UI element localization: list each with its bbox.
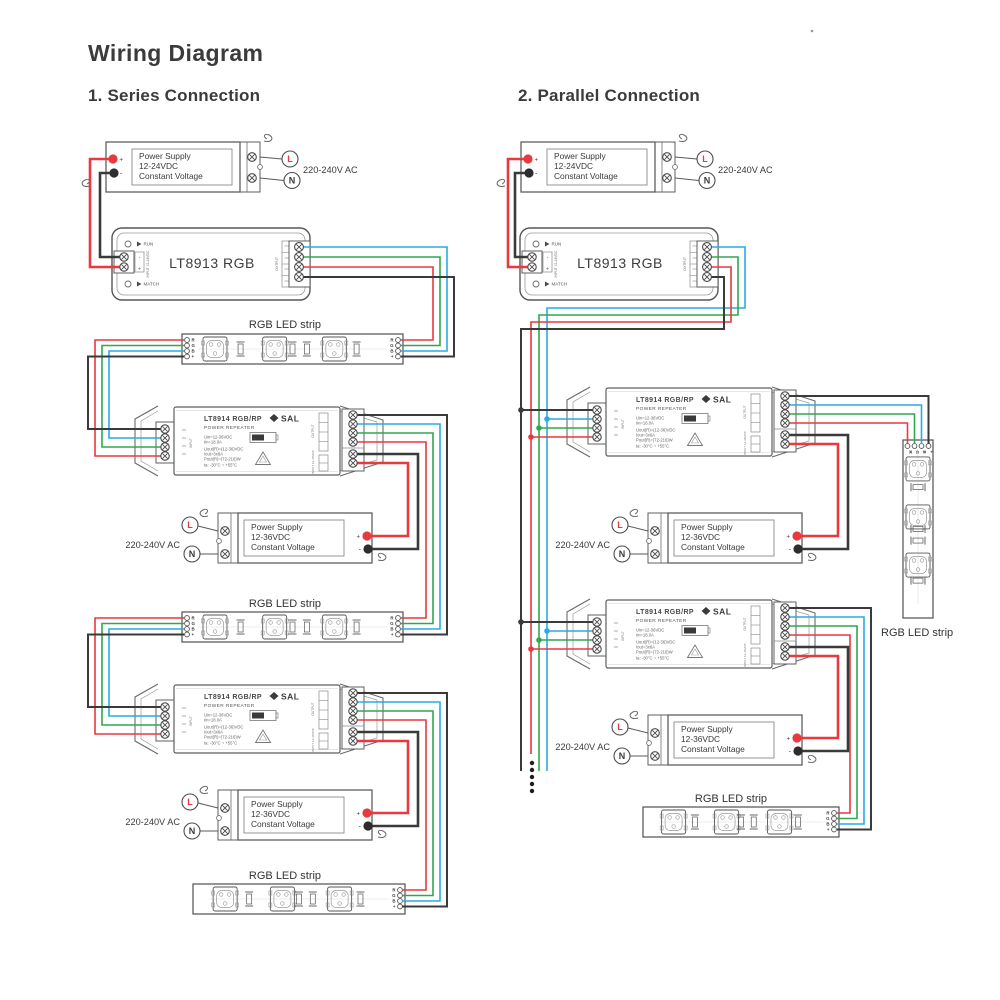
plus-mark: + (786, 736, 790, 743)
repeater-type-label: POWER REPEATER (636, 407, 687, 412)
strip-pin-label: G (390, 621, 394, 627)
terminal-screw (221, 827, 230, 836)
terminal-screw (349, 689, 357, 697)
repeater-spec-line: Iin=18.0A (204, 717, 222, 723)
run-label: RUN (143, 241, 154, 247)
terminal-screw (593, 618, 601, 626)
terminal-screw (161, 712, 169, 720)
terminal-screw (781, 392, 789, 400)
terminal-screw (593, 433, 601, 441)
terminal-screw (593, 645, 601, 653)
terminal-screw (781, 401, 789, 409)
wire-blue (547, 247, 745, 771)
run-label: RUN (551, 241, 562, 247)
strip-pin-label: G (191, 621, 195, 627)
repeater-lt8914-series-1 (135, 406, 383, 476)
terminal-screw (703, 243, 712, 252)
psu-label-line: Constant Voltage (139, 171, 203, 181)
minus-mark: - (358, 823, 361, 831)
positive-terminal (108, 154, 117, 163)
terminal-screw (349, 429, 357, 437)
positive-terminal (792, 531, 801, 540)
minus-mark: - (535, 170, 538, 178)
battery-icon (252, 713, 264, 719)
neutral-terminal-label: N (618, 751, 626, 761)
controller-model-label: LT8913 RGB (577, 255, 663, 271)
repeater-input2-label: INPUT 12-36VDC (311, 450, 315, 474)
battery-icon (684, 628, 696, 634)
repeater-spec-line: Iout=3x6A (204, 729, 223, 735)
terminal-screw (161, 425, 169, 433)
psu-label-line: Power Supply (251, 799, 303, 809)
mains-voltage-label: 220-240V AC (303, 165, 358, 175)
wire-green (298, 257, 440, 349)
terminal-screw (703, 273, 712, 282)
terminal-screw (528, 253, 536, 261)
terminal-screw (161, 452, 169, 460)
live-terminal-label: L (617, 722, 623, 732)
controller-lt8913-parallel (520, 228, 718, 300)
plus-mark: + (119, 157, 124, 164)
power-supply-36v-series-1 (125, 509, 386, 563)
minus-mark: - (358, 546, 361, 554)
terminal-screw (349, 420, 357, 428)
repeater-spec-line: Uout(R)=(12-36)VDC (636, 639, 676, 645)
repeater-spec-line: Iout=3x6A (636, 432, 655, 438)
junction-dots (518, 407, 550, 652)
repeater-spec-line: ta: -30°C ~ +55°C (204, 740, 238, 746)
page-title: Wiring Diagram (88, 40, 264, 66)
ellipsis-dot (530, 761, 534, 765)
junction-dot (544, 416, 550, 422)
live-terminal-label: L (187, 520, 193, 530)
live-terminal-label: L (287, 154, 293, 164)
ellipsis-dot (530, 768, 534, 772)
neutral-terminal-label: N (618, 549, 626, 559)
terminal-screw (221, 527, 230, 536)
terminal-screw (161, 730, 169, 738)
terminal-screw (781, 643, 789, 651)
rgb-strip-series-1 (182, 319, 403, 364)
terminal-screw (593, 415, 601, 423)
strip-pin-label: + (390, 632, 394, 638)
psu-label-line: Constant Voltage (251, 542, 315, 552)
positive-terminal (792, 733, 801, 742)
positive-terminal (362, 808, 371, 817)
strip-pin-label: B (392, 898, 396, 904)
terminal-screw (349, 728, 357, 736)
terminal-screw (593, 406, 601, 414)
repeater-spec-line: Pout(R)=(72-216)W (636, 437, 673, 443)
ellipsis-dot (530, 789, 534, 793)
negative-terminal (793, 544, 802, 553)
repeater-spec-line: ta: -30°C ~ +55°C (636, 443, 670, 449)
psu-label-line: Constant Voltage (681, 744, 745, 754)
terminal-screw (295, 243, 304, 252)
neutral-terminal-label: N (288, 175, 296, 186)
strip-pin-label: + (929, 450, 934, 454)
psu-label-line: Power Supply (681, 522, 733, 532)
terminal-screw (781, 410, 789, 418)
controller-model-label: LT8913 RGB (169, 255, 255, 271)
strip-label: RGB LED strip (248, 870, 322, 882)
minus-mark: - (788, 546, 791, 554)
terminal-screw (651, 752, 660, 761)
strip-pin-label: R (390, 615, 394, 621)
power-supply-24v-series (82, 134, 358, 192)
continuation-ellipsis (530, 761, 534, 793)
strip-pin-label: R (191, 615, 195, 621)
terminal-screw (593, 627, 601, 635)
terminal-screw (781, 613, 789, 621)
strip-pin-label: G (915, 450, 920, 454)
rgb-strip-series-2 (182, 598, 403, 642)
positive-terminal (523, 154, 532, 163)
strip-label: RGB LED strip (694, 793, 768, 805)
psu-label-line: Constant Voltage (251, 819, 315, 829)
neutral-terminal-label: N (188, 549, 196, 559)
terminal-screw (120, 253, 128, 261)
wire-blue (785, 405, 922, 444)
repeater-spec-line: Iout=3x6A (204, 451, 223, 457)
repeater-model-label: LT8914 RGB/RP (636, 609, 694, 616)
live-terminal-label: L (187, 797, 193, 807)
brand-label: SAL (281, 413, 300, 424)
psu-label-line: Constant Voltage (681, 542, 745, 552)
strip-pin-label: G (390, 343, 394, 349)
repeater-output-label: OUTPUT (311, 424, 315, 438)
strip-pin-label: + (191, 354, 195, 360)
repeater-output-label: OUTPUT (311, 702, 315, 716)
terminal-screw (161, 434, 169, 442)
brand-label: SAL (713, 606, 732, 617)
strip-pin-label: + (390, 354, 394, 360)
terminal-screw (781, 419, 789, 427)
mains-voltage-label: 220-240V AC (125, 817, 180, 827)
terminal-screw (349, 411, 357, 419)
terminal-screw (663, 153, 672, 162)
minus-mark: - (788, 748, 791, 756)
page-corner-mark (811, 30, 814, 33)
junction-dot (518, 407, 524, 413)
psu-label-line: 12-36VDC (681, 532, 721, 542)
repeater-output-label: OUTPUT (743, 617, 747, 631)
controller-input-label: INPUT 12-24VDC (146, 250, 150, 278)
junction-dot (518, 619, 524, 625)
section-title-series: 1. Series Connection (88, 86, 261, 105)
junction-dot (544, 628, 550, 634)
terminal-screw (161, 721, 169, 729)
psu-label-line: 12-36VDC (251, 532, 291, 542)
strip-pin-label: B (826, 821, 830, 827)
terminal-screw (248, 153, 257, 162)
terminal-screw (781, 604, 789, 612)
terminal-screw (663, 174, 672, 183)
input-plus-mark: + (138, 266, 141, 273)
repeater-type-label: POWER REPEATER (636, 619, 687, 624)
psu-label-line: 12-36VDC (681, 734, 721, 744)
repeater-spec-line: ta: -30°C ~ +55°C (204, 462, 238, 468)
ellipsis-dot (530, 775, 534, 779)
negative-terminal (109, 168, 118, 177)
strip-label: RGB LED strip (881, 627, 954, 639)
strip-pin-label: R (191, 337, 195, 343)
terminal-screw (349, 707, 357, 715)
live-terminal-label: L (702, 154, 708, 164)
terminal-screw (593, 424, 601, 432)
repeater-type-label: POWER REPEATER (204, 704, 255, 709)
repeater-lt8914-parallel-2 (567, 599, 815, 669)
section-title-parallel: 2. Parallel Connection (518, 86, 701, 105)
repeater-model-label: LT8914 RGB/RP (636, 397, 694, 404)
terminal-screw (221, 804, 230, 813)
strip-pin-label: R (390, 337, 394, 343)
ellipsis-dot (530, 782, 534, 786)
repeater-spec-line: Uout(R)=(12-36)VDC (204, 446, 244, 452)
psu-label-line: 12-36VDC (251, 809, 291, 819)
power-supply-36v-series-2 (125, 786, 386, 840)
controller-output-label: OUTPUT (683, 257, 687, 271)
repeater-spec-line: Iin=18.0A (204, 439, 222, 445)
plus-mark: + (356, 534, 360, 541)
rgb-strip-parallel-2 (643, 793, 839, 837)
repeater-input-label: INPUT (621, 631, 625, 641)
terminal-screw (781, 652, 789, 660)
terminal-screw (781, 440, 789, 448)
plus-mark: + (356, 811, 360, 818)
negative-terminal (363, 821, 372, 830)
negative-terminal (524, 168, 533, 177)
strip-pin-label: R (392, 887, 396, 893)
negative-terminal (793, 746, 802, 755)
strip-pin-label: G (191, 343, 195, 349)
power-supply-36v-parallel-1 (555, 509, 816, 563)
input-minus-mark: - (138, 254, 141, 261)
repeater-spec-line: Iin=18.0A (636, 420, 654, 426)
strip-pin-label: B (922, 450, 927, 454)
brand-label: SAL (281, 691, 300, 702)
terminal-screw (703, 263, 712, 272)
terminal-screw (593, 636, 601, 644)
terminal-screw (295, 253, 304, 262)
strip-pin-label: + (826, 827, 830, 833)
psu-label-line: Constant Voltage (554, 171, 618, 181)
controller-output-label: OUTPUT (275, 257, 279, 271)
terminal-screw (651, 550, 660, 559)
repeater-spec-line: Uin=12-36VDC (636, 415, 665, 421)
terminal-screw (781, 431, 789, 439)
strip-pin-label: B (191, 348, 195, 354)
repeater-output-label: OUTPUT (743, 405, 747, 419)
repeater-input-label: INPUT (189, 716, 193, 726)
terminal-screw (295, 263, 304, 272)
repeater-spec-line: Pout(R)=(72-216)W (636, 649, 673, 655)
brand-label: SAL (713, 394, 732, 405)
controller-lt8913-series (112, 228, 310, 300)
terminal-screw (349, 737, 357, 745)
terminal-screw (349, 698, 357, 706)
terminal-screw (349, 438, 357, 446)
repeater-model-label: LT8914 RGB/RP (204, 416, 262, 423)
terminal-screw (248, 174, 257, 183)
minus-mark: - (120, 170, 123, 178)
strip-pin-label: + (392, 904, 396, 910)
input-plus-mark: + (546, 266, 549, 273)
strip-pin-label: R (908, 450, 913, 454)
repeater-lt8914-parallel-1 (567, 387, 815, 457)
repeater-spec-line: Uin=12-36VDC (204, 712, 233, 718)
terminal-screw (349, 450, 357, 458)
wire-red (785, 423, 908, 444)
positive-terminal (362, 531, 371, 540)
repeater-spec-line: Iin=18.0A (636, 632, 654, 638)
rgb-strip-series-3 (193, 870, 405, 914)
terminal-screw (295, 273, 304, 282)
junction-dot (528, 434, 534, 440)
repeater-spec-line: Uout(R)=(12-36)VDC (636, 427, 676, 433)
battery-icon (684, 416, 696, 422)
power-supply-24v-parallel (497, 134, 773, 192)
match-label: MATCH (551, 281, 568, 287)
plus-mark: + (534, 157, 539, 164)
negative-terminal (363, 544, 372, 553)
terminal-screw (161, 443, 169, 451)
neutral-terminal-label: N (188, 826, 196, 836)
terminal-screw (651, 729, 660, 738)
mains-voltage-label: 220-240V AC (718, 165, 773, 175)
mains-voltage-label: 220-240V AC (125, 540, 180, 550)
repeater-lt8914-series-2 (135, 684, 383, 754)
repeater-type-label: POWER REPEATER (204, 426, 255, 431)
strip-pin-label: B (390, 348, 394, 354)
neutral-terminal-label: N (703, 175, 711, 186)
terminal-screw (703, 253, 712, 262)
live-terminal-label: L (617, 520, 623, 530)
strip-pin-label: B (191, 626, 195, 632)
repeater-spec-line: Pout(R)=(72-216)W (204, 456, 241, 462)
wire-green (785, 414, 915, 444)
terminal-screw (781, 631, 789, 639)
terminal-screw (349, 716, 357, 724)
psu-label-line: Power Supply (251, 522, 303, 532)
junction-dot (536, 425, 542, 431)
controller-input-label: INPUT 12-24VDC (554, 250, 558, 278)
junction-dot (528, 646, 534, 652)
plus-mark: + (786, 534, 790, 541)
wire-red (531, 267, 731, 754)
strip-pin-label: + (191, 632, 195, 638)
terminal-screw (651, 527, 660, 536)
psu-label-line: Power Supply (681, 724, 733, 734)
psu-label-line: Power Supply (554, 151, 606, 161)
terminal-screw (120, 263, 128, 271)
rgb-strip-parallel-1 (881, 440, 953, 639)
terminal-screw (221, 550, 230, 559)
repeater-spec-line: Pout(R)=(72-216)W (204, 734, 241, 740)
psu-label-line: 12-24VDC (139, 161, 179, 171)
strip-pin-label: R (826, 810, 830, 816)
strip-pin-label: B (390, 626, 394, 632)
repeater-spec-line: Uout(R)=(12-36)VDC (204, 724, 244, 730)
strip-label: RGB LED strip (248, 598, 322, 610)
psu-label-line: Power Supply (139, 151, 191, 161)
strip-pin-label: G (826, 816, 830, 822)
mains-voltage-label: 220-240V AC (555, 540, 610, 550)
strip-pin-label: G (392, 893, 396, 899)
terminal-screw (781, 622, 789, 630)
match-label: MATCH (143, 281, 160, 287)
repeater-model-label: LT8914 RGB/RP (204, 694, 262, 701)
terminal-screw (528, 263, 536, 271)
repeater-input-label: INPUT (189, 438, 193, 448)
power-supply-36v-parallel-2 (555, 711, 816, 765)
battery-icon (252, 435, 264, 441)
repeater-spec-line: Uin=12-36VDC (204, 434, 233, 440)
repeater-input2-label: INPUT 12-36VDC (743, 643, 747, 667)
strip-label: RGB LED strip (248, 319, 322, 331)
input-minus-mark: - (546, 254, 549, 261)
repeater-input-label: INPUT (621, 419, 625, 429)
junction-dot (536, 637, 542, 643)
repeater-spec-line: ta: -30°C ~ +55°C (636, 655, 670, 661)
terminal-screw (349, 459, 357, 467)
repeater-input2-label: INPUT 12-36VDC (311, 728, 315, 752)
repeater-spec-line: Iout=3x6A (636, 644, 655, 650)
psu-label-line: 12-24VDC (554, 161, 594, 171)
repeater-input2-label: INPUT 12-36VDC (743, 431, 747, 455)
repeater-spec-line: Uin=12-36VDC (636, 627, 665, 633)
terminal-screw (161, 703, 169, 711)
mains-voltage-label: 220-240V AC (555, 742, 610, 752)
